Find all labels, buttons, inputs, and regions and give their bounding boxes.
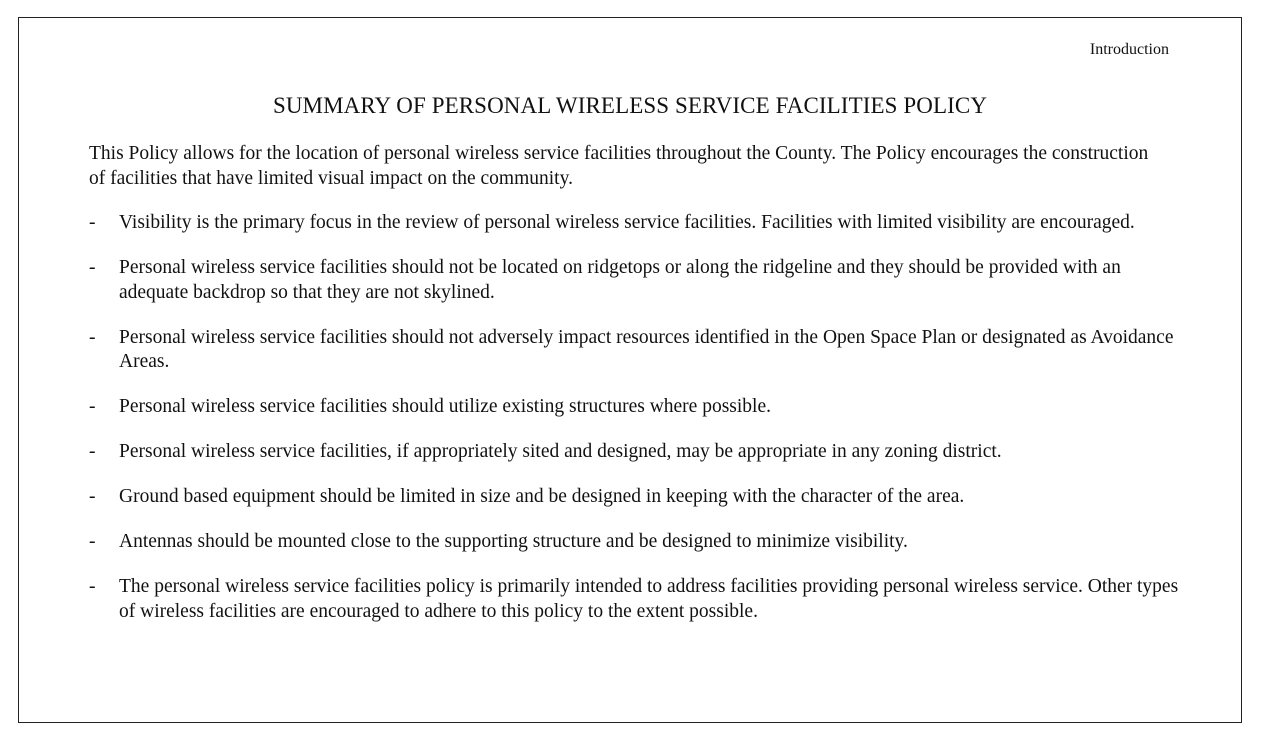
list-item-text: The personal wireless service facilities policy is primarily intended to address facilities providing personal wireless service. Other types of wireless facilities are encouraged to adhere to this policy to the extent possible. <box>119 576 1179 622</box>
list-item <box>89 440 1179 465</box>
bullet-dash: - <box>89 257 96 278</box>
list-item-text: Ground based equipment should be limited in size and be designed in keeping with the character of the area. <box>119 486 965 507</box>
intro-paragraph: This Policy allows for the location of personal wireless service facilities throughout the County. The Policy encourages the construction of facilities that have limited visual impact on the community. <box>89 143 1149 189</box>
list-item <box>89 530 1179 555</box>
list-item-text: Personal wireless service facilities, if appropriately sited and designed, may be appropriate in any zoning district. <box>119 441 1002 462</box>
list-item <box>89 575 1179 624</box>
policy-bullet-list <box>89 211 1179 645</box>
section-header: Introduction <box>1089 41 1169 58</box>
bullet-dash: - <box>89 212 96 233</box>
list-item-text: Personal wireless service facilities should not adversely impact resources identified in the Open Space Plan or designated as Avoidance Areas. <box>119 326 1174 372</box>
list-item <box>89 395 1179 420</box>
document-page <box>18 17 1242 723</box>
list-item <box>89 326 1179 375</box>
bullet-dash: - <box>89 326 96 348</box>
list-item-text: Antennas should be mounted close to the supporting structure and be designed to minimize visibility. <box>119 531 908 552</box>
list-item-text: Personal wireless service facilities should utilize existing structures where possible. <box>119 396 772 417</box>
page-title: SUMMARY OF PERSONAL WIRELESS SERVICE FACILITIES POLICY <box>272 93 988 118</box>
bullet-dash: - <box>89 396 96 417</box>
bullet-dash: - <box>89 531 96 552</box>
bullet-dash: - <box>89 486 96 507</box>
list-item-text: Personal wireless service facilities should not be located on ridgetops or along the ridgeline and they should be provided with an adequate backdrop so that they are not skylined. <box>119 257 1121 303</box>
list-item <box>89 211 1179 236</box>
bullet-dash: - <box>89 441 96 462</box>
bullet-dash: - <box>89 576 96 597</box>
list-item <box>89 485 1179 510</box>
list-item-text: Visibility is the primary focus in the review of personal wireless service facilities. Facilities with limited visibility are encouraged. <box>119 212 1135 233</box>
list-item <box>89 256 1179 305</box>
